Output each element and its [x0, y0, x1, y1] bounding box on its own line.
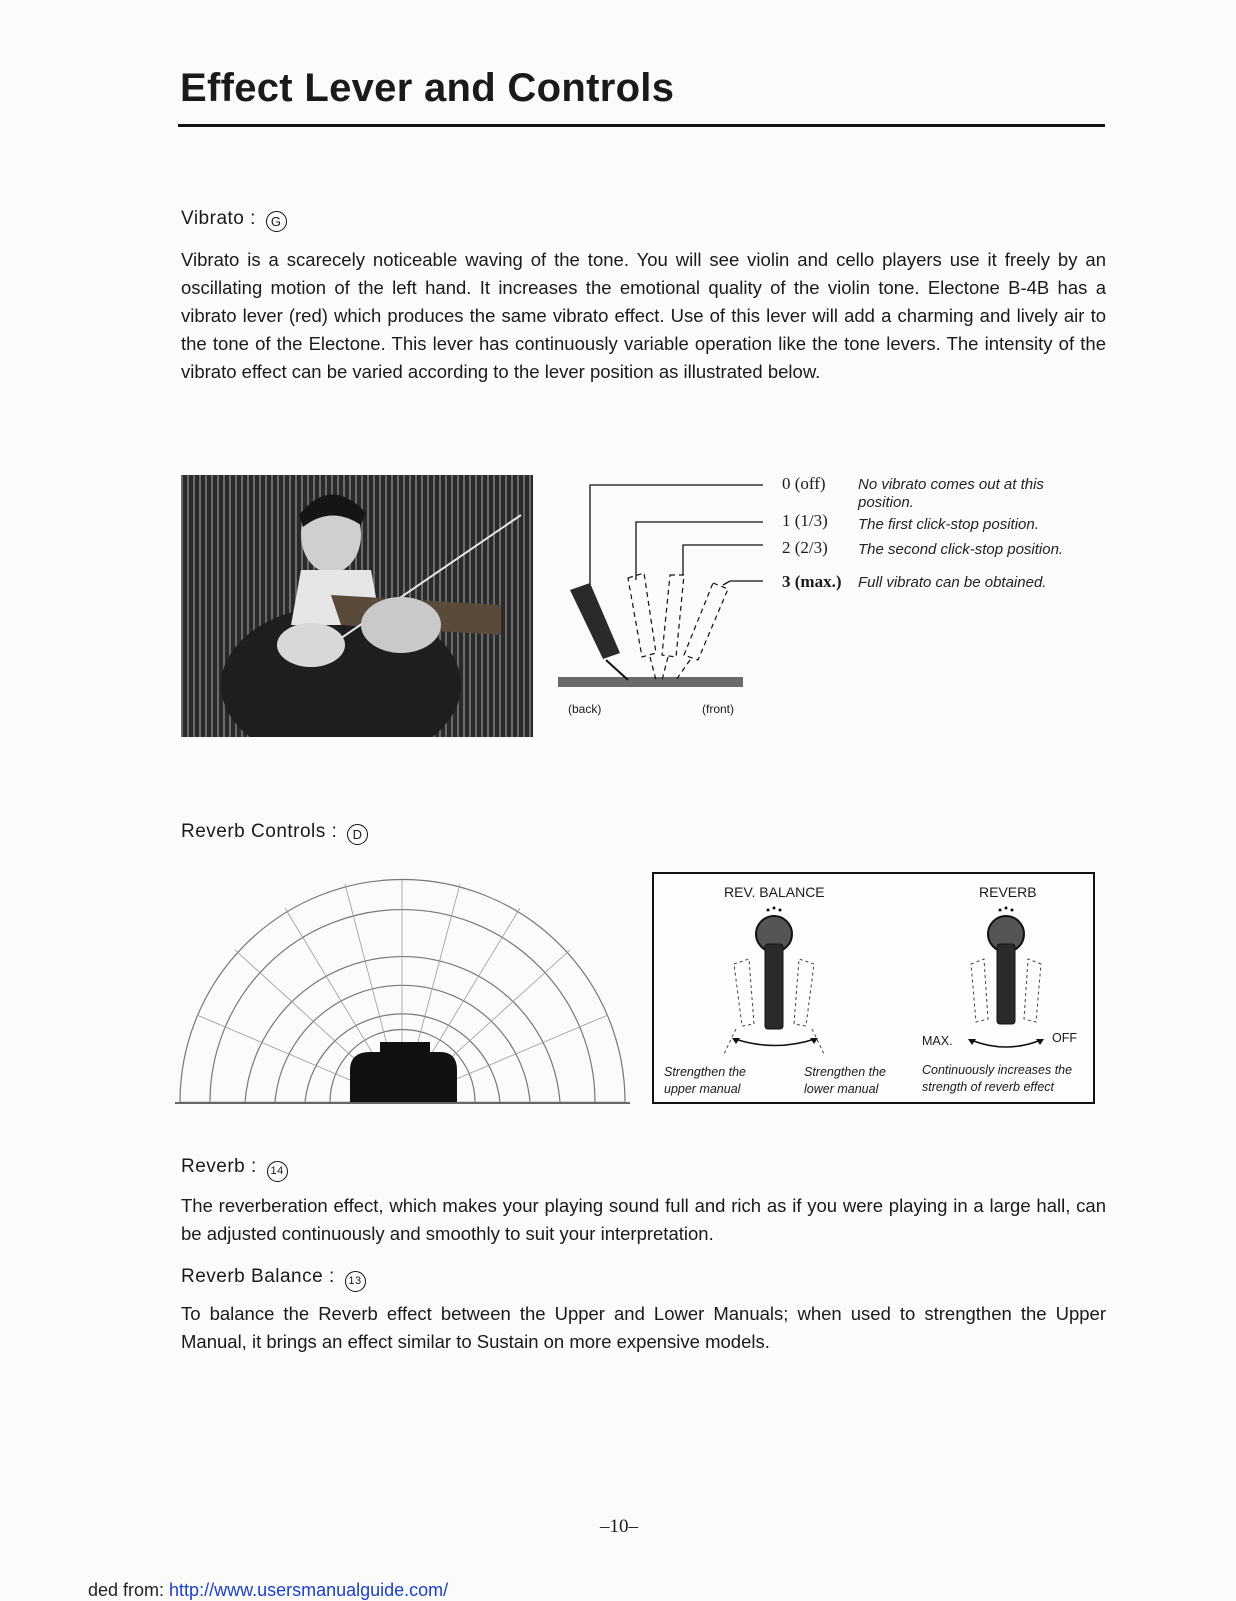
- position-1-label: 1 (1/3): [782, 511, 828, 530]
- off-label: OFF: [1052, 1031, 1077, 1045]
- title-rule: [178, 124, 1105, 127]
- vibrato-heading: [181, 208, 287, 232]
- reverb-balance-badge: 13: [345, 1271, 366, 1292]
- rev-balance-arrow-icon: [730, 1034, 820, 1054]
- reverb-controls-badge: D: [347, 824, 368, 845]
- max-label: MAX.: [922, 1034, 953, 1048]
- position-2-desc: The second click-stop position.: [858, 541, 1064, 558]
- back-label: (back): [568, 702, 602, 716]
- front-label: (front): [702, 702, 735, 716]
- caption-lower-manual: Strengthen the lower manual: [804, 1065, 887, 1096]
- reverb-balance-heading-text: Reverb Balance :: [181, 1266, 335, 1287]
- page-number: –10–: [600, 1516, 638, 1537]
- reverb-heading-text: Reverb :: [181, 1156, 257, 1177]
- reverb-balance-paragraph: To balance the Reverb effect between the Upper and Lower Manuals; when used to strengthen the Upper Manual, it brings an effect similar to Sustain on more expensive models.: [181, 1303, 1106, 1352]
- reverb-controls-panel: [652, 872, 1095, 1104]
- reverb-arrow-icon: [966, 1034, 1046, 1054]
- reverb-label: REVERB: [979, 884, 1037, 900]
- position-3-desc: Full vibrato can be obtained.: [858, 574, 1047, 591]
- footer-prefix: ded from:: [88, 1580, 170, 1600]
- position-0-label: 0 (off): [782, 474, 826, 493]
- reverb-paragraph: The reverberation effect, which makes your playing sound full and rich as if you were playing in a large hall, can be adjusted continuously and smoothly to suit your interpretation.: [181, 1195, 1106, 1244]
- reverb-balance-heading: [181, 1266, 366, 1292]
- rev-balance-label: REV. BALANCE: [724, 884, 825, 900]
- violinist-illustration: [181, 475, 533, 737]
- vibrato-heading-text: Vibrato :: [181, 208, 256, 229]
- vibrato-paragraph: Vibrato is a scarecely noticeable waving of the tone. You will see violin and cello players use it freely by an oscillating motion of the left hand. It increases the emotional quality of the violin tone. Electone B-4B has a vibrato lever (red) which produces the same vibrato effect. Use of this lever will add a charming and lively air to the tone of the Electone. This lever has continuously variable operation like the tone levers. The intensity of the vibrato effect can be varied according to the lever position as illustrated below.: [181, 249, 1106, 382]
- reverb-heading: [181, 1156, 288, 1182]
- position-3-label: 3 (max.): [782, 572, 842, 591]
- caption-upper-manual: Strengthen the upper manual: [664, 1065, 747, 1096]
- rev-balance-knob-icon: [714, 904, 834, 1054]
- vibrato-lever-diagram: [558, 475, 778, 715]
- footer-link[interactable]: http://www.usersmanualguide.com/: [169, 1580, 449, 1600]
- vibrato-badge: G: [266, 211, 287, 232]
- position-2-label: 2 (2/3): [782, 538, 828, 557]
- footer-source: [88, 1580, 448, 1601]
- position-1-desc: The first click-stop position.: [858, 516, 1039, 533]
- caption-reverb-effect: Continuously increases the strength of reverb effect: [922, 1063, 1073, 1094]
- reverb-knob-icon: [946, 904, 1066, 1034]
- reverb-controls-heading: [181, 821, 368, 845]
- concert-hall-illustration: [175, 870, 630, 1106]
- reverb-badge: 14: [267, 1161, 288, 1182]
- position-0-desc: No vibrato comes out at this position.: [858, 476, 1044, 511]
- reverb-controls-heading-text: Reverb Controls :: [181, 821, 338, 842]
- page-title: Effect Lever and Controls: [180, 66, 675, 110]
